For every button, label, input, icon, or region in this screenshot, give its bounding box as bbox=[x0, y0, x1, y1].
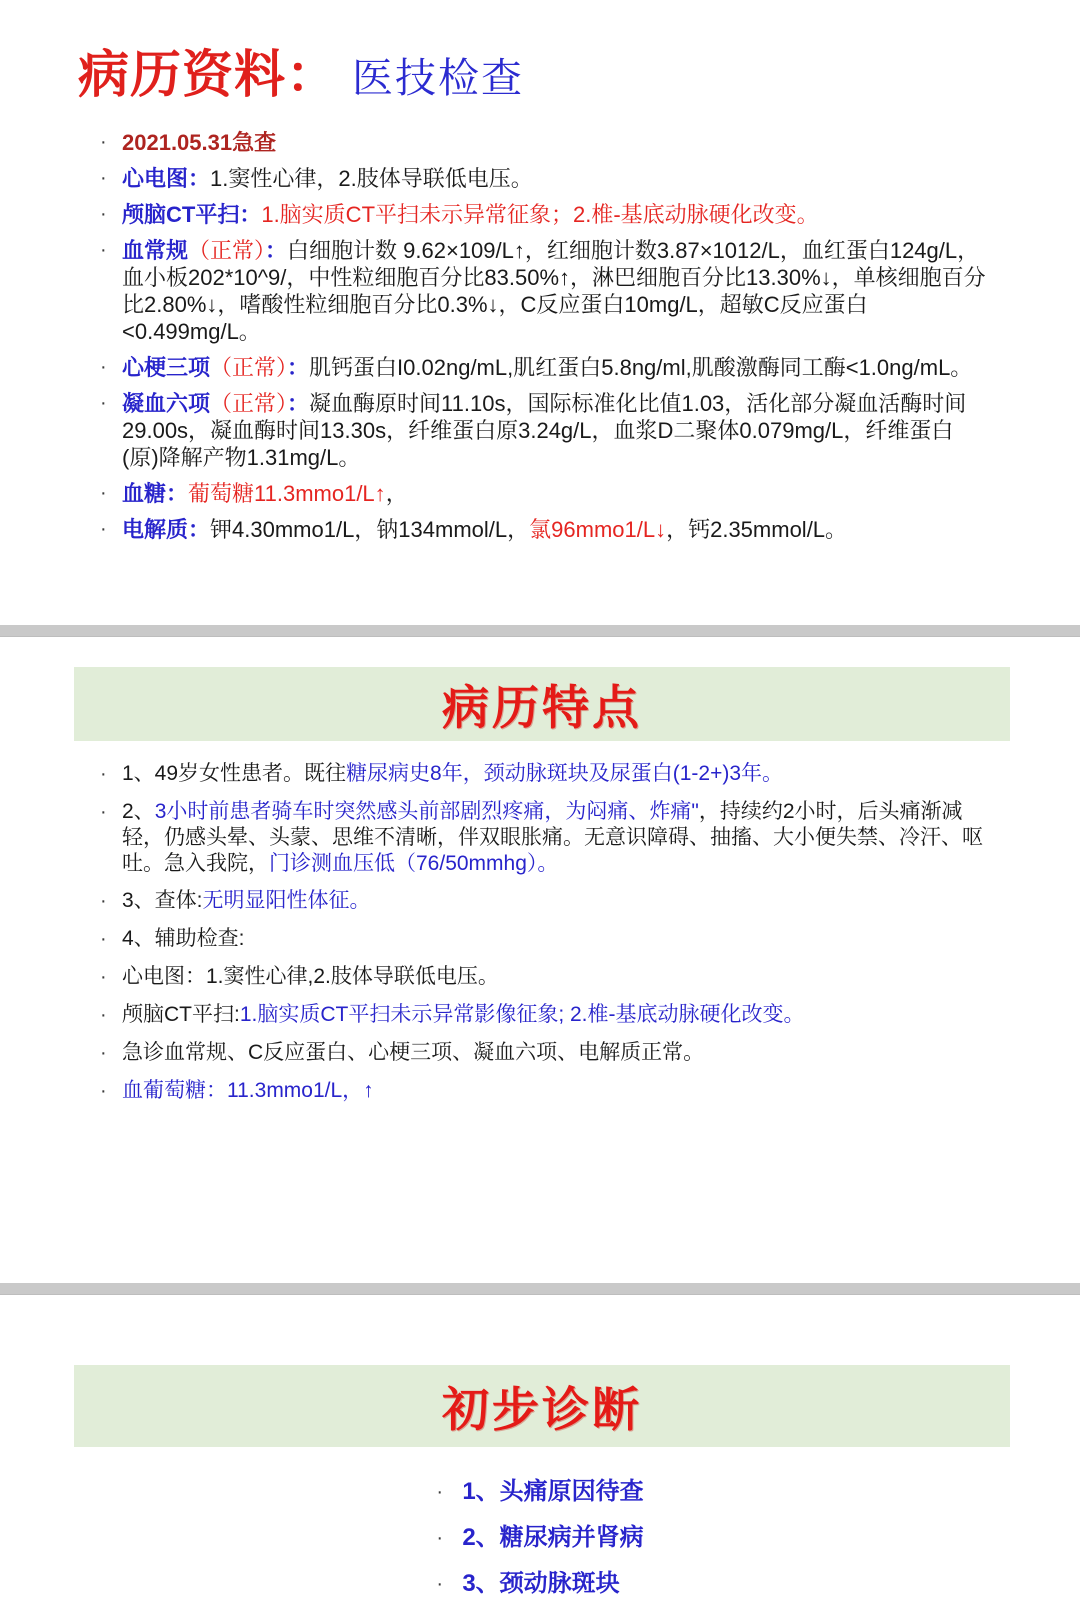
slide-divider bbox=[0, 625, 1080, 637]
text-segment: 白细胞计数 9.62×109/L↑，红细胞计数3.87×1012/L，血红蛋白124g/L，血小板202*10^9/，中性粒细胞百分比83.50%↑，淋巴细胞百分比13.30%↓，单核细胞百分比2.80%↓，嗜酸性粒细胞百分比0.3%↓，C反应蛋白10mg/L，超敏C反应蛋白<0.499mg/L。 bbox=[122, 238, 986, 344]
list-item-text bbox=[122, 1040, 992, 1066]
list-item bbox=[100, 1002, 992, 1029]
bullet-icon: · bbox=[100, 203, 107, 225]
section-banner bbox=[74, 1365, 1010, 1447]
text-segment: ： bbox=[265, 238, 288, 263]
text-segment: 门诊测血压低（76/50mmhg）。 bbox=[269, 852, 559, 875]
section-banner bbox=[74, 667, 1010, 741]
slide-case-features bbox=[0, 667, 1080, 1105]
bullet-icon: · bbox=[100, 518, 107, 540]
list-item bbox=[100, 926, 992, 953]
bullet-icon: · bbox=[100, 801, 107, 823]
list-item-text bbox=[122, 237, 988, 345]
text-segment: 颅脑CT平扫： bbox=[122, 202, 262, 227]
text-segment: 糖尿病史8年，颈动脉斑块及尿蛋白(1-2+)3年。 bbox=[346, 762, 784, 785]
text-segment: 凝血酶原时间11.10s，国际标准化比值1.03，活化部分凝血活酶时间29.00s，凝血酶时间13.30s，纤维蛋白原3.24g/L，血浆D二聚体0.079mg/L，纤维蛋白(原)降解产物1.31mg/L。 bbox=[122, 391, 967, 470]
bullet-icon: · bbox=[100, 763, 107, 785]
text-segment: 3小时前患者骑车时突然感头前部剧烈疼痛，为闷痛、炸痛" bbox=[154, 800, 699, 823]
list-item bbox=[100, 201, 988, 228]
text-segment: 葡萄糖11.3mmo1/L↑ bbox=[188, 481, 386, 506]
bullet-icon: · bbox=[436, 1573, 443, 1595]
bullet-icon: · bbox=[436, 1481, 443, 1503]
text-segment: 2021.05.31急查 bbox=[122, 130, 277, 155]
exam-results-list bbox=[0, 129, 1080, 543]
list-item bbox=[100, 799, 992, 877]
text-segment: 1.脑实质CT平扫未示异常影像征象; 2.椎-基底动脉硬化改变。 bbox=[239, 1003, 805, 1026]
slide-medical-record-exams bbox=[0, 0, 1080, 543]
list-item-text bbox=[122, 516, 988, 543]
bullet-icon: · bbox=[100, 1080, 107, 1102]
text-segment: 血常规 bbox=[122, 238, 189, 263]
list-item-text bbox=[122, 1002, 992, 1028]
list-item-text bbox=[462, 1479, 643, 1505]
text-segment: ，持续约2小时，后头痛渐减轻，仍感头晕、头蒙、思维不清晰，伴双眼胀痛。无意识障碍、抽搐、大小便失禁、冷汗、呕吐。急入我院， bbox=[122, 800, 983, 875]
bullet-icon: · bbox=[100, 890, 107, 912]
list-item-text bbox=[122, 761, 992, 787]
text-segment: 1、头痛原因待查 bbox=[462, 1478, 644, 1505]
list-item-text bbox=[122, 1078, 992, 1104]
text-segment: 氯96mmo1/L↓ bbox=[529, 517, 667, 542]
text-segment: 1.脑实质CT平扫未示异常征象；2.椎-基底动脉硬化改变。 bbox=[261, 202, 819, 227]
list-item-text bbox=[462, 1571, 643, 1597]
text-segment: 3、查体: bbox=[122, 889, 203, 912]
section-title: 病历特点 bbox=[442, 680, 642, 734]
list-item bbox=[100, 1078, 992, 1105]
list-item-text bbox=[122, 129, 988, 156]
list-item-text bbox=[122, 165, 988, 192]
bullet-icon: · bbox=[100, 239, 107, 261]
title-main: 病历资料： bbox=[78, 46, 339, 103]
text-segment: （正常） bbox=[188, 238, 266, 263]
text-segment: 颅脑CT平扫: bbox=[122, 1003, 240, 1026]
text-segment: （正常） bbox=[210, 391, 288, 416]
text-segment: 无明显阳性体征。 bbox=[202, 889, 371, 912]
bullet-icon: · bbox=[100, 167, 107, 189]
list-item-text bbox=[122, 888, 992, 914]
bullet-icon: · bbox=[436, 1527, 443, 1549]
bullet-icon: · bbox=[100, 1042, 107, 1064]
text-segment: 电解质： bbox=[122, 517, 211, 542]
text-segment: 肌钙蛋白I0.02ng/mL,肌红蛋白5.8ng/ml,肌酸激酶同工酶<1.0ng/mL。 bbox=[309, 355, 973, 380]
list-item bbox=[100, 237, 988, 345]
text-segment: 凝血六项 bbox=[122, 391, 211, 416]
list-item bbox=[100, 516, 988, 543]
diagnosis-list bbox=[436, 1479, 643, 1598]
list-item bbox=[436, 1571, 643, 1598]
text-segment: 1.窦性心律，2.肢体导联低电压。 bbox=[210, 166, 533, 191]
list-item bbox=[100, 1040, 992, 1067]
bullet-icon: · bbox=[100, 482, 107, 504]
text-segment: （正常） bbox=[210, 355, 288, 380]
list-item-text bbox=[122, 354, 988, 381]
text-segment: 急诊血常规、C反应蛋白、心梗三项、凝血六项、电解质正常。 bbox=[122, 1041, 705, 1064]
list-item bbox=[100, 354, 988, 381]
text-segment: 2、糖尿病并肾病 bbox=[462, 1524, 644, 1551]
text-segment: ： bbox=[287, 391, 310, 416]
text-segment: 钾4.30mmo1/L，钠134mmol/L， bbox=[210, 517, 530, 542]
title-subtitle: 医技检查 bbox=[352, 55, 525, 101]
bullet-icon: · bbox=[100, 1004, 107, 1026]
list-item bbox=[100, 129, 988, 156]
text-segment: ， bbox=[385, 481, 408, 506]
list-item bbox=[436, 1479, 643, 1506]
list-item-text bbox=[122, 390, 988, 471]
slide-divider bbox=[0, 1283, 1080, 1295]
bullet-icon: · bbox=[100, 392, 107, 414]
list-item bbox=[100, 165, 988, 192]
list-item bbox=[100, 390, 988, 471]
bullet-icon: · bbox=[100, 131, 107, 153]
text-segment: 4、辅助检查: bbox=[122, 927, 245, 950]
text-segment: ，钙2.35mmol/L。 bbox=[666, 517, 848, 542]
text-segment: 心梗三项 bbox=[122, 355, 211, 380]
text-segment: 2、 bbox=[122, 800, 155, 823]
text-segment: 血糖： bbox=[122, 481, 189, 506]
text-segment: 血葡萄糖：11.3mmo1/L，↑ bbox=[122, 1079, 374, 1102]
list-item bbox=[100, 480, 988, 507]
list-item bbox=[436, 1525, 643, 1552]
list-item bbox=[100, 888, 992, 915]
text-segment: 心电图：1.窦性心律,2.肢体导联低电压。 bbox=[122, 965, 499, 988]
bullet-icon: · bbox=[100, 966, 107, 988]
text-segment: 3、颈动脉斑块 bbox=[462, 1570, 620, 1597]
slide-initial-diagnosis bbox=[0, 1365, 1080, 1598]
list-item bbox=[100, 761, 992, 788]
list-item bbox=[100, 964, 992, 991]
text-segment: 心电图： bbox=[122, 166, 211, 191]
list-item-text bbox=[122, 964, 992, 990]
page-title bbox=[78, 33, 1080, 107]
section-title: 初步诊断 bbox=[442, 1382, 642, 1436]
list-item-text bbox=[462, 1525, 643, 1551]
text-segment: ： bbox=[287, 355, 310, 380]
list-item-text bbox=[122, 480, 988, 507]
bullet-icon: · bbox=[100, 356, 107, 378]
case-features-list bbox=[0, 761, 1080, 1105]
text-segment: 1、49岁女性患者。既往 bbox=[122, 762, 347, 785]
bullet-icon: · bbox=[100, 928, 107, 950]
list-item-text bbox=[122, 926, 992, 952]
list-item-text bbox=[122, 799, 992, 877]
list-item-text bbox=[122, 201, 988, 228]
